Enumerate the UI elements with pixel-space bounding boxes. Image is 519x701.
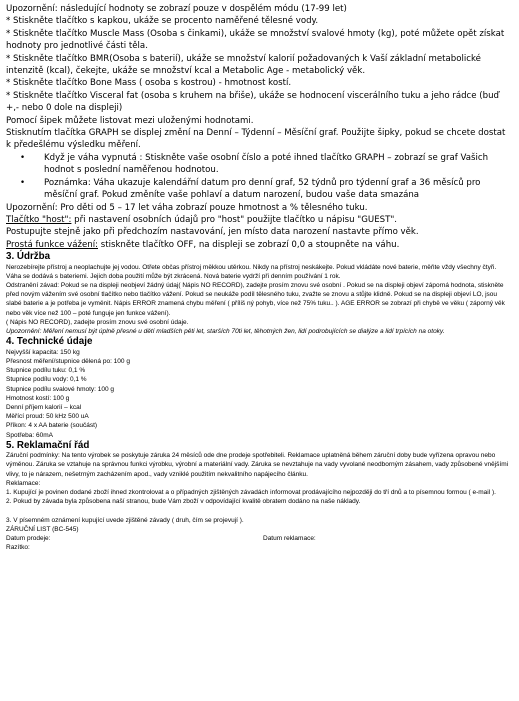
graph-bullet-list [6,152,512,202]
host-note [6,214,512,226]
tech-line: Stupnice podílu svalové hmoty: 100 g [6,385,115,393]
weigh-only-text: stiskněte tlačítko OFF, na displeji se zobrazí 0,0 a stoupněte na váhu. [98,239,400,250]
maintenance-paragraph: Nerozebírejte přístroj a neoplachujte jej vodou. Otřete občas přístroj měkkou utěrkou. Nikdy na přístroj neskákejte. Pokud vkládáte nové baterie, měňte vždy všechny čtyři. Váha se dodává s bateriemi. Jejich doba použití může být zkrácená. Nová baterie vydrží při denním používání 1 rok. [6,263,497,280]
warranty-title: ZÁRUČNÍ LIST (BC-545) [6,525,79,533]
children-note: Upozornění: Pro děti od 5 – 17 let váha zobrazí pouze hmotnost a % tělesného tuku. [6,202,368,213]
intro-line: * Stiskněte tlačítko Muscle Mass (Osoba s činkami), ukáže se množství svalové hmoty (kg), poté můžete opět získat hodnoty pro jednotlivé části těla. [6,28,505,52]
troubleshooting-paragraph: Odstranění závad: Pokud se na displeji neobjeví žádný údaj( Nápis NO RECORD), zadejte prosím znovu své osobní . Pokud se na displeji objeví záporná hodnota, stiskněte před novým vážením své osobní tlačítko nebo tlačítko vážení. Pokud se neukáže podíl tělesného tuku, zvažte se znovu a stůjte klidně. Pokud se na displeji objeví LO, jsou slabé baterie a je potřeba je vyměnit. Nápis ERROR znamená chybu měření ( příliš ný pohyb, více než 75% tuku.. ). AGE ERROR se zobrazí při chybě ve věku ( záporný věk nebo věk více než 100 – poté funguje jen funkce vážení). [6,282,505,317]
intro-line: * Stiskněte tlačítko BMR(Osoba s baterií), ukáže se množství kalorií požadovaných k Vaší základní metabolické intenzitě (kcal), čekejte, ukáže se množství kcal a Metabolic Age - metabolický věk. [6,53,481,77]
claims-item: 1. Kupující je povinen dodané zboží ihned zkontrolovat a o případných zjištěných závadách informovat prodávajícího nejpozději do tří dnů a to písemnou formou ( e-mail ). [6,489,496,497]
date-row [6,534,512,543]
bullet-item: • Když je váha vypnutá : Stiskněte vaše osobní číslo a poté ihned tlačítko GRAPH – zobrazí se graf Vašich hodnot s poslední naměřenou hodnotou. [44,152,512,177]
tech-line: Přesnost měření/stupnice dělená po: 100 g [6,357,130,365]
tech-line: Příkon: 4 x AA baterie (součást) [6,422,98,430]
measurement-warning: Upozornění: Měření nemusí být úplně přesné u dětí mladších pěti let, starších 70ti let, těhotných žen, lidí podrobujících se dialýze a lidí trpících na otoky. [6,328,445,336]
sale-date-label: Datum prodeje: [6,534,51,542]
maintenance-paragraph: ( Nápis NO RECORD), zadejte prosím znovu své osobní údaje. [6,318,189,326]
host-label: Tlačítko "host": [6,214,72,225]
weigh-only-note [6,239,512,251]
procedure-note: Postupujte stejně jako při předchozím nastavování, jen místo data narození nastavte přímo věk. [6,227,419,238]
intro-line: Stisknutím tlačítka GRAPH se displej změní na Denní – Týdenní – Měsíční graf. Použijte šipky, pokud se chcete dostat k předešlému výsledku měření. [6,128,506,151]
claim-date-label: Datum reklamace: [263,534,316,542]
intro-line: Upozornění: následující hodnoty se zobrazí pouze v dospělém módu (17-99 let) [6,4,347,14]
intro-line: Pomocí šipek můžete listovat mezi uloženými hodnotami. [6,115,254,126]
intro-line: * Stiskněte tlačítko Visceral fat (osoba s kruhem na břiše), ukáže se hodnocení viscerálního tuku a jeho rádce (buď +,- nebo 0 dole na displeji) [6,90,500,114]
tech-heading: 4. Technické údaje [6,336,93,348]
tech-line: Hmotnost kostí: 100 g [6,394,70,402]
tech-line: Denní příjem kalorií – kcal [6,403,82,411]
claims-item: 3. V písemném oznámení kupující uvede zjištěné závady ( druh, čím se projevují ). [6,516,244,524]
tech-line: Měřící proud: 50 kHz 500 uA [6,413,89,421]
tech-line: Stupnice podílu vody: 0,1 % [6,376,87,384]
claims-label: Reklamace: [6,479,41,487]
tech-line: Stupnice podílu tuku: 0,1 % [6,367,86,375]
spacer [6,507,512,516]
tech-line: Spotřeba: 60mA [6,431,53,439]
tech-line: Nejvyšší kapacita: 150 kg [6,348,80,356]
claims-item: 2. Pokud by závada byla způsobena naší stranou, bude Vám zboží v odpovídající kvalitě obratem dodáno na naše náklady. [6,498,361,506]
weigh-only-label: Prostá funkce vážení: [6,239,98,250]
stamp-label: Razítko: [6,544,30,552]
warranty-paragraph: Záruční podmínky: Na tento výrobek se poskytuje záruka 24 měsíců ode dne prodeje spotřebiteli. Reklamace uplatněná během záruční doby bude vyřízena opravou nebo výměnou. Záruka se vztahuje na správnou funkci výrobku, výrobní a materiální vady. Záruka se nevztahuje na vady vyvolané neodborným zásahem, vady způsobené vnějšími vlivy, to je nárazem, nešetrným zacházením apod., vady vzniklé použitím nekvalitního napájecího článku. [6,452,509,478]
intro-line: * Stiskněte tlačítko Bone Mass ( osoba s kostrou) - hmotnost kostí. [6,78,292,89]
host-text: při nastavení osobních údajů pro "host" použijte tlačítko u nápisu "GUEST". [71,214,398,225]
intro-line: * Stiskněte tlačítko s kapkou, ukáže se procento naměřené tělesné vody. [6,16,319,27]
maintenance-heading: 3. Údržba [6,251,51,263]
claims-heading: 5. Reklamační řád [6,439,90,451]
bullet-item: • Poznámka: Váha ukazuje kalendářní datum pro denní graf, 52 týdnů pro týdenní graf a 36 měsíců pro měsíční graf. Pokud změníte vaše pohlaví a datum narození, budou vaše data smazána [44,177,512,202]
manual-page [6,3,512,552]
